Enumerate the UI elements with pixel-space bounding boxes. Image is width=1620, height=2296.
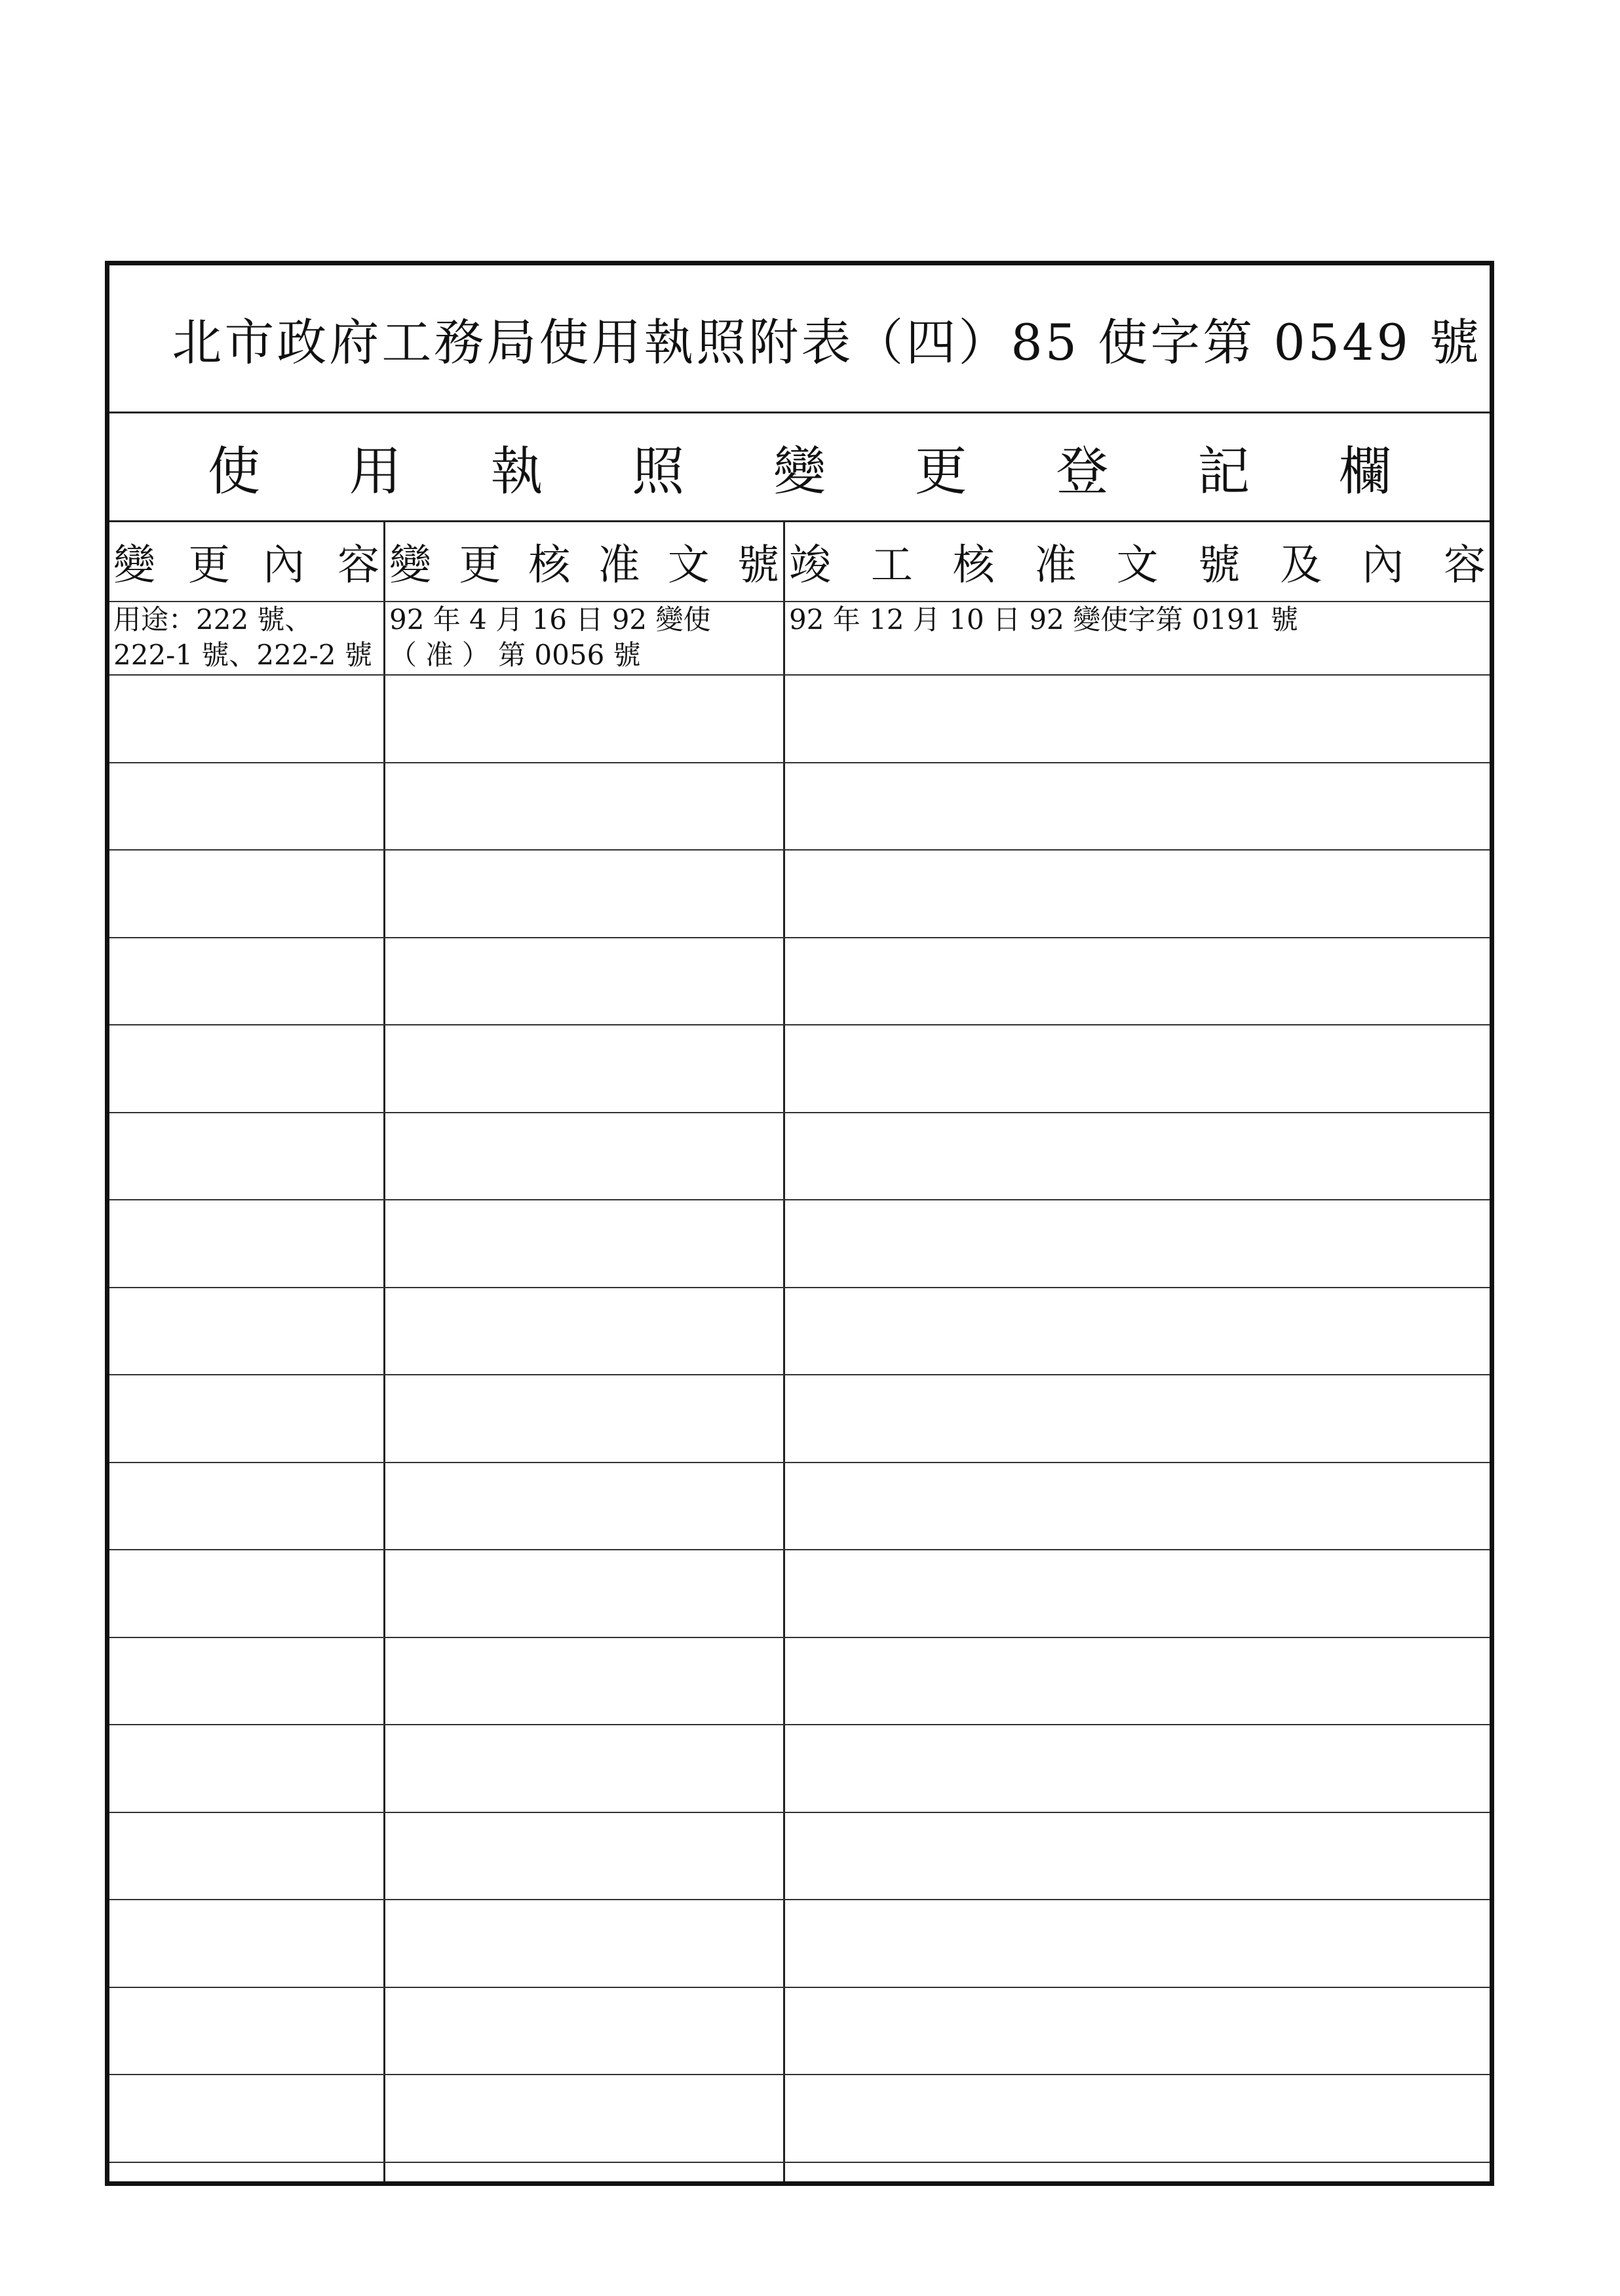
- header-char: 及: [1280, 541, 1322, 590]
- header-char: 工: [870, 541, 913, 590]
- row-divider: [109, 849, 1490, 851]
- section-heading: [109, 413, 1490, 522]
- section-heading-char: 登: [1056, 441, 1109, 502]
- header-char: 內: [263, 541, 305, 590]
- row-divider: [109, 601, 1490, 602]
- header-char: 更: [459, 541, 501, 590]
- row-divider: [109, 1987, 1490, 1988]
- section-heading-char: 用: [349, 441, 402, 502]
- row-divider: [109, 1374, 1490, 1375]
- column-divider: [783, 522, 785, 2181]
- row-divider: [109, 1287, 1490, 1288]
- row-divider: [109, 1899, 1490, 1900]
- row-divider: [109, 1724, 1490, 1725]
- permit-attachment-table: [105, 261, 1494, 2186]
- row-1-change-content: [113, 602, 381, 673]
- register-grid: [109, 522, 1490, 2181]
- section-heading-char: 變: [773, 441, 826, 502]
- header-char: 內: [1362, 541, 1404, 590]
- cell-line: 222-1 號、222-2 號: [113, 639, 372, 671]
- header-char: 變: [389, 541, 431, 590]
- section-heading-char: 更: [914, 441, 967, 502]
- row-divider: [109, 674, 1490, 676]
- header-char: 號: [1198, 541, 1241, 590]
- row-divider: [109, 2074, 1490, 2075]
- header-char: 核: [952, 541, 995, 590]
- header-char: 文: [667, 541, 710, 590]
- section-heading-char: 記: [1197, 441, 1250, 502]
- row-divider: [109, 1112, 1490, 1113]
- row-divider: [109, 762, 1490, 763]
- cell-line: （ 准 ） 第 0056 號: [389, 639, 641, 671]
- section-heading-char: 欄: [1339, 441, 1391, 502]
- header-char: 號: [737, 541, 779, 590]
- column-divider: [383, 522, 385, 2181]
- header-char: 變: [113, 541, 155, 590]
- header-char: 文: [1116, 541, 1159, 590]
- cell-line: 用途：222 號、: [113, 603, 313, 636]
- header-char: 容: [338, 541, 379, 590]
- cell-line: 92 年 12 月 10 日 92 變使字第 0191 號: [789, 603, 1298, 636]
- row-divider: [109, 937, 1490, 938]
- row-divider: [109, 1637, 1490, 1638]
- row-divider: [109, 1462, 1490, 1463]
- section-heading-char: 照: [632, 441, 685, 502]
- document-title: [109, 265, 1490, 413]
- row-divider: [109, 2162, 1490, 2163]
- row-1-completion-approval: [789, 602, 1488, 638]
- column-header-change-content: [109, 522, 383, 601]
- column-header-change-approval: [385, 522, 783, 601]
- header-char: 核: [528, 541, 571, 590]
- row-divider: [109, 1549, 1490, 1550]
- section-heading-char: 使: [208, 441, 260, 502]
- header-char: 竣: [789, 541, 831, 590]
- header-char: 准: [1034, 541, 1077, 590]
- document-title-text: 北市政府工務局使用執照附表（四）85 使字第 0549 號: [172, 313, 1482, 372]
- header-char: 容: [1444, 541, 1486, 590]
- header-char: 更: [188, 541, 230, 590]
- row-divider: [109, 1024, 1490, 1025]
- section-heading-char: 執: [490, 441, 543, 502]
- header-char: 准: [598, 541, 640, 590]
- row-divider: [109, 1812, 1490, 1813]
- cell-line: 92 年 4 月 16 日 92 變使: [389, 603, 711, 636]
- row-1-change-approval: [389, 602, 780, 673]
- row-divider: [109, 1199, 1490, 1200]
- column-header-completion-approval: [785, 522, 1490, 601]
